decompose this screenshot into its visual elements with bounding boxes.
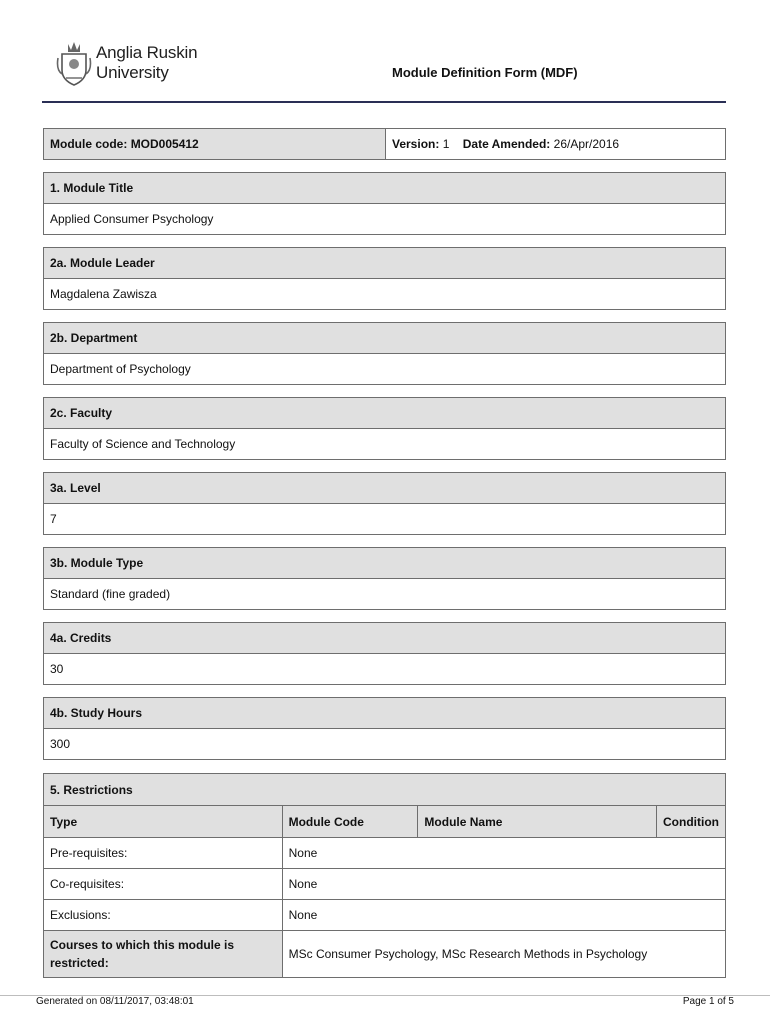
restricted-courses-label: Courses to which this module is restricted: [44,931,283,978]
section-value: 300 [50,737,71,751]
header-divider [42,101,726,103]
section-level [43,472,726,535]
section-heading: 2b. Department [44,323,725,354]
restriction-type: Co-requisites: [44,869,283,900]
restricted-courses-value: MSc Consumer Psychology, MSc Research Methods in Psychology [282,931,725,978]
generated-timestamp: Generated on 08/11/2017, 03:48:01 [36,996,194,1007]
section-heading: 4a. Credits [44,623,725,654]
section-value: Applied Consumer Psychology [50,212,214,226]
version-value: 1 [442,137,450,151]
section-value: Department of Psychology [50,362,191,376]
university-logo [56,40,216,90]
form-title: Module Definition Form (MDF) [392,65,578,80]
section-study-hours [43,697,726,760]
section-value: Faculty of Science and Technology [50,437,236,451]
university-name [96,43,197,83]
date-amended-label: Date Amended: [462,137,551,151]
section-module-title [43,172,726,235]
section-faculty [43,397,726,460]
section-heading: 4b. Study Hours [44,698,725,729]
module-code-cell [44,129,386,159]
restriction-code: None [282,838,725,869]
section-value: Standard (fine graded) [50,587,171,601]
restriction-code: None [282,900,725,931]
restriction-code: None [282,869,725,900]
restriction-type: Pre-requisites: [44,838,283,869]
section-value: 30 [50,662,64,676]
column-header-module-code: Module Code [282,806,418,838]
table-row [44,931,726,978]
page-number: Page 1 of 5 [682,996,734,1007]
table-row [44,900,726,931]
section-module-type [43,547,726,610]
column-header-condition: Condition [657,806,726,838]
table-row [44,869,726,900]
version-cell [386,129,725,159]
logo-line-1: Anglia Ruskin [96,43,198,62]
module-code-value: MOD005412 [130,137,199,151]
section-heading: 2a. Module Leader [44,248,725,279]
restriction-type: Exclusions: [44,900,283,931]
section-heading: 3a. Level [44,473,725,504]
section-department [43,322,726,385]
version-label: Version: [392,137,440,151]
module-code-label: Module code: [50,137,128,151]
date-amended-value: 26/Apr/2016 [553,137,620,151]
column-header-module-name: Module Name [418,806,657,838]
section-module-leader [43,247,726,310]
section-value: 7 [50,512,57,526]
column-header-type: Type [44,806,283,838]
section-value: Magdalena Zawisza [50,287,157,301]
section-credits [43,622,726,685]
table-row [44,838,726,869]
section-heading: 1. Module Title [44,173,725,204]
section-heading: 2c. Faculty [44,398,725,429]
restrictions-table [43,773,726,978]
crest-icon [56,40,92,86]
restrictions-heading: 5. Restrictions [44,774,726,806]
logo-line-2: University [96,63,169,82]
module-code-box [43,128,726,160]
section-heading: 3b. Module Type [44,548,725,579]
